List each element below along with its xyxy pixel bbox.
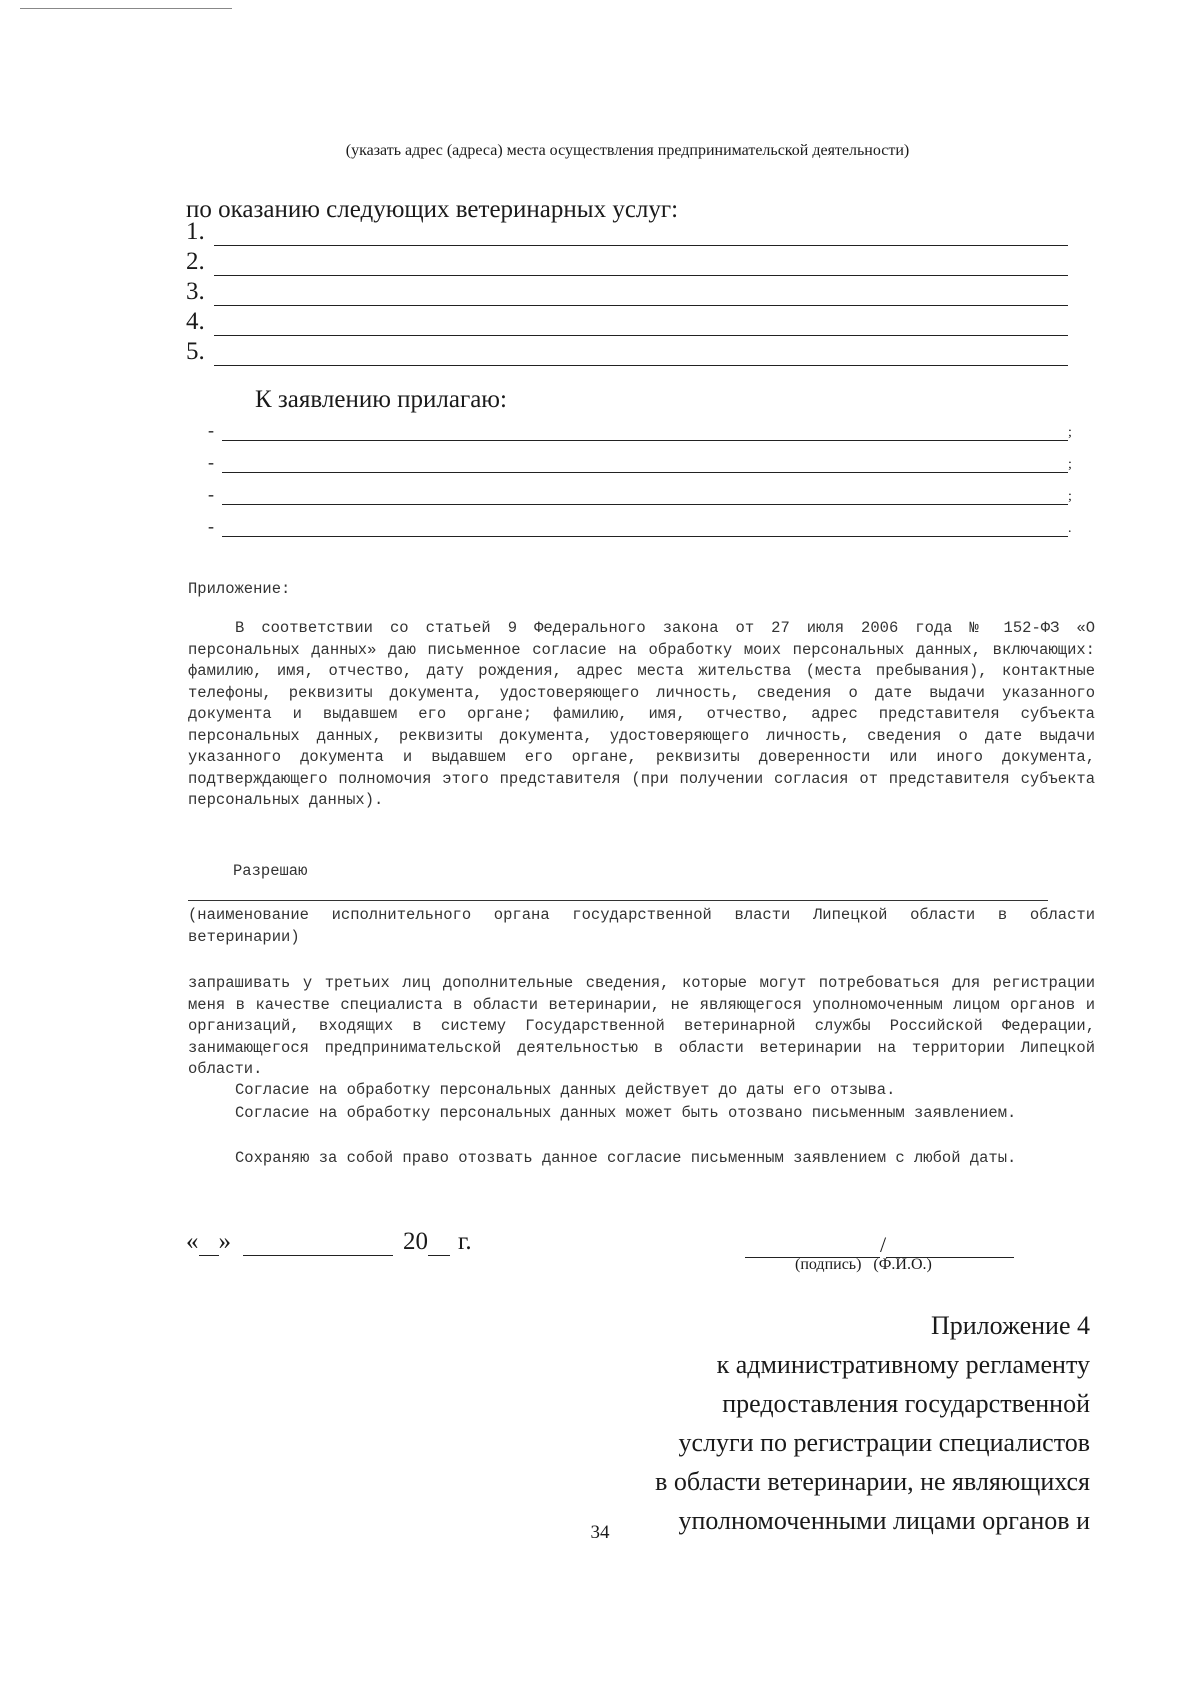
address-caption: (указать адрес (адреса) места осуществления предпринимательской деятельности) [345, 142, 910, 159]
appendix-label: Приложение: [188, 580, 291, 598]
organ-fill-line [188, 900, 1048, 901]
service-number: 3. [186, 278, 205, 305]
attachment-marker: - [208, 452, 214, 472]
reserve-paragraph: Сохраняю за собой право отозвать данное согласие письменным заявлением с любой даты. [235, 1149, 1017, 1167]
permit-label: Разрешаю [233, 862, 308, 880]
services-heading: по оказанию следующих ветеринарных услуг: [186, 196, 679, 223]
service-line-3 [186, 278, 1068, 306]
fill-line [214, 343, 1068, 366]
scan-edge-line [20, 8, 232, 9]
date-field [186, 1228, 472, 1256]
page-number: 34 [590, 1522, 610, 1543]
withdraw-paragraph: Согласие на обработку персональных данных может быть отозвано письменным заявлением. [235, 1104, 1017, 1122]
appendix-header-line: Приложение 4 [930, 1311, 1090, 1340]
consent-paragraph: В соответствии со статьей 9 Федерального закона от 27 июля 2006 года № 152-ФЗ «О персональных данных» даю письменное согласие на обработку моих персональных данных, включающих: фамилию, имя, отчество, дату рождения, адрес места жительства (места пребывания), контактные телефоны, реквизиты документа, удостоверяющего личность, сведения о дате выдачи указанного документа и выдавшем его органе; фамилию, имя, отчество, адрес представителя субъекта персональных данных, реквизиты документа, удостоверяющего личность, сведения о дате выдачи указанного документа и выдавшем его органе, реквизиты доверенности или иного документа, подтверждающего полномочия этого представителя (при получении согласия от представителя субъекта персональных данных). [188, 619, 1095, 809]
attachments-heading: К заявлению прилагаю: [255, 386, 507, 413]
service-line-1 [186, 218, 1068, 246]
day-blank [199, 1235, 219, 1256]
attachment-line-3 [208, 484, 1078, 505]
date-year-prefix: 20 [403, 1228, 428, 1255]
validity-paragraph: Согласие на обработку персональных данных действует до даты его отзыва. [235, 1081, 896, 1099]
fill-line [222, 454, 1068, 473]
attachment-line-4 [208, 516, 1078, 537]
fill-line [222, 486, 1068, 505]
appendix-header [490, 1306, 1090, 1540]
service-line-5 [186, 338, 1068, 366]
signature-caption: (подпись) (Ф.И.О.) [795, 1256, 932, 1273]
fill-line [222, 518, 1068, 537]
attachment-line-2 [208, 452, 1078, 473]
fio-blank [886, 1235, 1014, 1258]
service-number: 4. [186, 308, 205, 335]
service-line-4 [186, 308, 1068, 336]
fill-line [222, 422, 1068, 441]
month-blank [243, 1235, 393, 1256]
fill-line [214, 223, 1068, 246]
attachment-line-1 [208, 420, 1078, 441]
signature-separator: / [880, 1232, 887, 1257]
attachment-ending: . [1068, 521, 1072, 536]
year-blank [428, 1235, 450, 1256]
appendix-header-line: услуги по регистрации специалистов [678, 1428, 1090, 1457]
fill-line [214, 283, 1068, 306]
signature-field [745, 1232, 1020, 1258]
attachment-marker: - [208, 516, 214, 536]
service-line-2 [186, 248, 1068, 276]
appendix-header-line: в области ветеринарии, не являющихся [655, 1467, 1090, 1496]
service-number: 2. [186, 248, 205, 275]
attachment-ending: ; [1068, 457, 1072, 472]
appendix-header-line: предоставления государственной [722, 1389, 1090, 1418]
attachment-marker: - [208, 484, 214, 504]
appendix-header-line: уполномоченными лицами органов и [678, 1506, 1090, 1535]
date-close-quote: » [218, 1228, 231, 1255]
appendix-header-line: к административному регламенту [716, 1350, 1090, 1379]
attachment-ending: ; [1068, 489, 1072, 504]
organ-caption: (наименование исполнительного органа государственной власти Липецкой области в области ветеринарии) [188, 906, 1095, 946]
service-number: 1. [186, 218, 205, 245]
request-paragraph: запрашивать у третьих лиц дополнительные сведения, которые могут потребоваться для регистрации меня в качестве специалиста в области ветеринарии, не являющегося уполномоченным лицом органов и организаций, входящих в систему Государственной ветеринарной службы Российской Федерации, занимающегося предпринимательской деятельностью в области ветеринарии на территории Липецкой области. [188, 974, 1095, 1078]
attachment-ending: ; [1068, 425, 1072, 440]
signature-blank [745, 1235, 880, 1258]
attachment-marker: - [208, 420, 214, 440]
date-open-quote: « [186, 1228, 199, 1255]
date-year-suffix: г. [458, 1228, 472, 1255]
fill-line [214, 253, 1068, 276]
fill-line [214, 313, 1068, 336]
service-number: 5. [186, 338, 205, 365]
